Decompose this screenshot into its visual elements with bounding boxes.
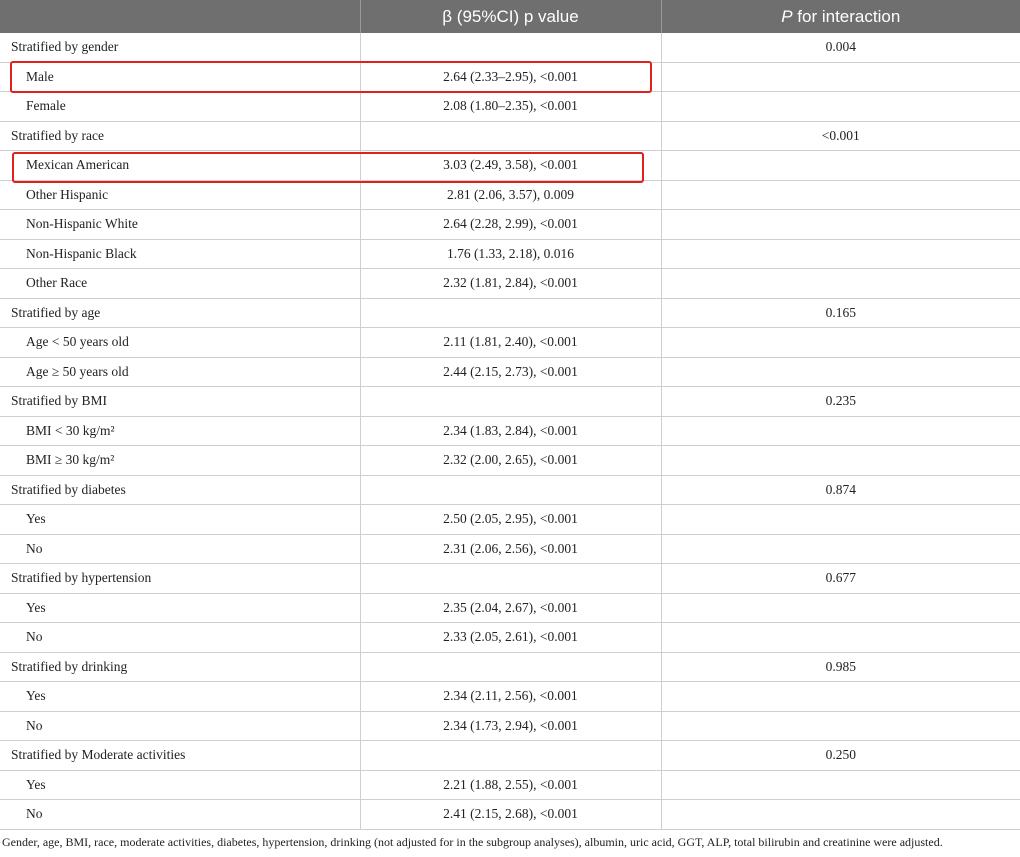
- row-label-cell: BMI ≥ 30 kg/m²: [0, 446, 360, 476]
- row-label-cell: Yes: [0, 593, 360, 623]
- p-interaction-cell: 0.004: [661, 33, 1020, 62]
- beta-ci-p-cell: 2.50 (2.05, 2.95), <0.001: [360, 505, 661, 535]
- beta-ci-p-cell: 2.31 (2.06, 2.56), <0.001: [360, 534, 661, 564]
- row-label-cell: Yes: [0, 770, 360, 800]
- subgroup-row: [0, 770, 1020, 800]
- row-label-cell: Male: [0, 62, 360, 92]
- subgroup-row: [0, 92, 1020, 122]
- p-interaction-cell: [661, 446, 1020, 476]
- row-label-cell: Stratified by gender: [0, 33, 360, 62]
- p-interaction-cell: [661, 239, 1020, 269]
- beta-ci-p-cell: [360, 741, 661, 771]
- p-interaction-cell: [661, 328, 1020, 358]
- subgroup-row: [0, 800, 1020, 830]
- subgroup-row: [0, 593, 1020, 623]
- subgroup-row: [0, 416, 1020, 446]
- p-interaction-cell: [661, 505, 1020, 535]
- beta-ci-p-cell: 1.76 (1.33, 2.18), 0.016: [360, 239, 661, 269]
- subgroup-row: [0, 239, 1020, 269]
- beta-ci-p-cell: [360, 298, 661, 328]
- p-interaction-cell: [661, 416, 1020, 446]
- row-label-cell: Stratified by Moderate activities: [0, 741, 360, 771]
- subgroup-row: [0, 210, 1020, 240]
- subgroup-row: [0, 269, 1020, 299]
- p-interaction-cell: [661, 269, 1020, 299]
- beta-ci-p-cell: [360, 387, 661, 417]
- beta-ci-p-cell: [360, 121, 661, 151]
- beta-ci-p-cell: 2.32 (2.00, 2.65), <0.001: [360, 446, 661, 476]
- beta-ci-p-cell: 2.21 (1.88, 2.55), <0.001: [360, 770, 661, 800]
- group-header-row: [0, 741, 1020, 771]
- row-label-cell: BMI < 30 kg/m²: [0, 416, 360, 446]
- p-interaction-cell: 0.985: [661, 652, 1020, 682]
- p-interaction-cell: [661, 623, 1020, 653]
- row-label-cell: Other Hispanic: [0, 180, 360, 210]
- row-label-cell: No: [0, 800, 360, 830]
- row-label-cell: Stratified by diabetes: [0, 475, 360, 505]
- row-label-cell: Age < 50 years old: [0, 328, 360, 358]
- beta-ci-p-cell: 2.44 (2.15, 2.73), <0.001: [360, 357, 661, 387]
- p-interaction-cell: 0.235: [661, 387, 1020, 417]
- p-interaction-cell: 0.250: [661, 741, 1020, 771]
- group-header-row: [0, 33, 1020, 62]
- row-label-cell: Mexican American: [0, 151, 360, 181]
- p-interaction-cell: 0.677: [661, 564, 1020, 594]
- row-label-cell: No: [0, 534, 360, 564]
- row-label-cell: Yes: [0, 682, 360, 712]
- beta-ci-p-cell: 2.34 (1.73, 2.94), <0.001: [360, 711, 661, 741]
- p-interaction-cell: [661, 770, 1020, 800]
- beta-ci-p-cell: 2.64 (2.33–2.95), <0.001: [360, 62, 661, 92]
- row-label-cell: Stratified by age: [0, 298, 360, 328]
- beta-ci-p-cell: 2.08 (1.80–2.35), <0.001: [360, 92, 661, 122]
- group-header-row: [0, 121, 1020, 151]
- p-interaction-cell: [661, 210, 1020, 240]
- p-interaction-cell: [661, 151, 1020, 181]
- subgroup-row: [0, 328, 1020, 358]
- beta-ci-p-cell: [360, 652, 661, 682]
- row-label-cell: No: [0, 711, 360, 741]
- beta-ci-p-cell: 2.32 (1.81, 2.84), <0.001: [360, 269, 661, 299]
- table-body: [0, 33, 1020, 829]
- header-row: [0, 0, 1020, 33]
- row-label-cell: Stratified by hypertension: [0, 564, 360, 594]
- p-interaction-cell: [661, 534, 1020, 564]
- p-interaction-cell: [661, 711, 1020, 741]
- row-label-cell: Non-Hispanic White: [0, 210, 360, 240]
- beta-ci-p-cell: [360, 33, 661, 62]
- subgroup-row: [0, 534, 1020, 564]
- subgroup-row: [0, 151, 1020, 181]
- row-label-cell: Yes: [0, 505, 360, 535]
- group-header-row: [0, 652, 1020, 682]
- header-cell-beta: β (95%CI) p value: [360, 0, 661, 33]
- row-label-cell: Stratified by drinking: [0, 652, 360, 682]
- row-label-cell: No: [0, 623, 360, 653]
- p-interaction-cell: 0.874: [661, 475, 1020, 505]
- row-label-cell: Female: [0, 92, 360, 122]
- group-header-row: [0, 475, 1020, 505]
- header-p-italic: P: [781, 6, 793, 26]
- row-label-cell: Stratified by BMI: [0, 387, 360, 417]
- beta-ci-p-cell: 2.11 (1.81, 2.40), <0.001: [360, 328, 661, 358]
- beta-ci-p-cell: 2.41 (2.15, 2.68), <0.001: [360, 800, 661, 830]
- subgroup-row: [0, 505, 1020, 535]
- beta-ci-p-cell: [360, 475, 661, 505]
- p-interaction-cell: 0.165: [661, 298, 1020, 328]
- p-interaction-cell: <0.001: [661, 121, 1020, 151]
- subgroup-row: [0, 711, 1020, 741]
- group-header-row: [0, 387, 1020, 417]
- group-header-row: [0, 564, 1020, 594]
- header-p-label: for interaction: [797, 6, 901, 26]
- row-label-cell: Non-Hispanic Black: [0, 239, 360, 269]
- beta-ci-p-cell: 3.03 (2.49, 3.58), <0.001: [360, 151, 661, 181]
- header-cell-p-interaction: [661, 0, 1020, 33]
- beta-ci-p-cell: 2.64 (2.28, 2.99), <0.001: [360, 210, 661, 240]
- p-interaction-cell: [661, 682, 1020, 712]
- subgroup-row: [0, 446, 1020, 476]
- subgroup-row: [0, 623, 1020, 653]
- subgroup-row: [0, 62, 1020, 92]
- row-label-cell: Age ≥ 50 years old: [0, 357, 360, 387]
- subgroup-row: [0, 180, 1020, 210]
- p-interaction-cell: [661, 800, 1020, 830]
- row-label-cell: Stratified by race: [0, 121, 360, 151]
- subgroup-row: [0, 357, 1020, 387]
- group-header-row: [0, 298, 1020, 328]
- p-interaction-cell: [661, 62, 1020, 92]
- table-header: [0, 0, 1020, 33]
- beta-ci-p-cell: 2.35 (2.04, 2.67), <0.001: [360, 593, 661, 623]
- beta-ci-p-cell: 2.34 (2.11, 2.56), <0.001: [360, 682, 661, 712]
- p-interaction-cell: [661, 180, 1020, 210]
- p-interaction-cell: [661, 593, 1020, 623]
- header-cell-subgroup: [0, 0, 360, 33]
- p-interaction-cell: [661, 92, 1020, 122]
- table-footnote: Gender, age, BMI, race, moderate activities, diabetes, hypertension, drinking (not adjusted for in the subgroup analyses), albumin, uric acid, GGT, ALP, total bilirubin and creatinine were adjusted.: [2, 835, 943, 849]
- subgroup-row: [0, 682, 1020, 712]
- beta-ci-p-cell: 2.33 (2.05, 2.61), <0.001: [360, 623, 661, 653]
- beta-ci-p-cell: [360, 564, 661, 594]
- row-label-cell: Other Race: [0, 269, 360, 299]
- beta-ci-p-cell: 2.34 (1.83, 2.84), <0.001: [360, 416, 661, 446]
- beta-ci-p-cell: 2.81 (2.06, 3.57), 0.009: [360, 180, 661, 210]
- p-interaction-cell: [661, 357, 1020, 387]
